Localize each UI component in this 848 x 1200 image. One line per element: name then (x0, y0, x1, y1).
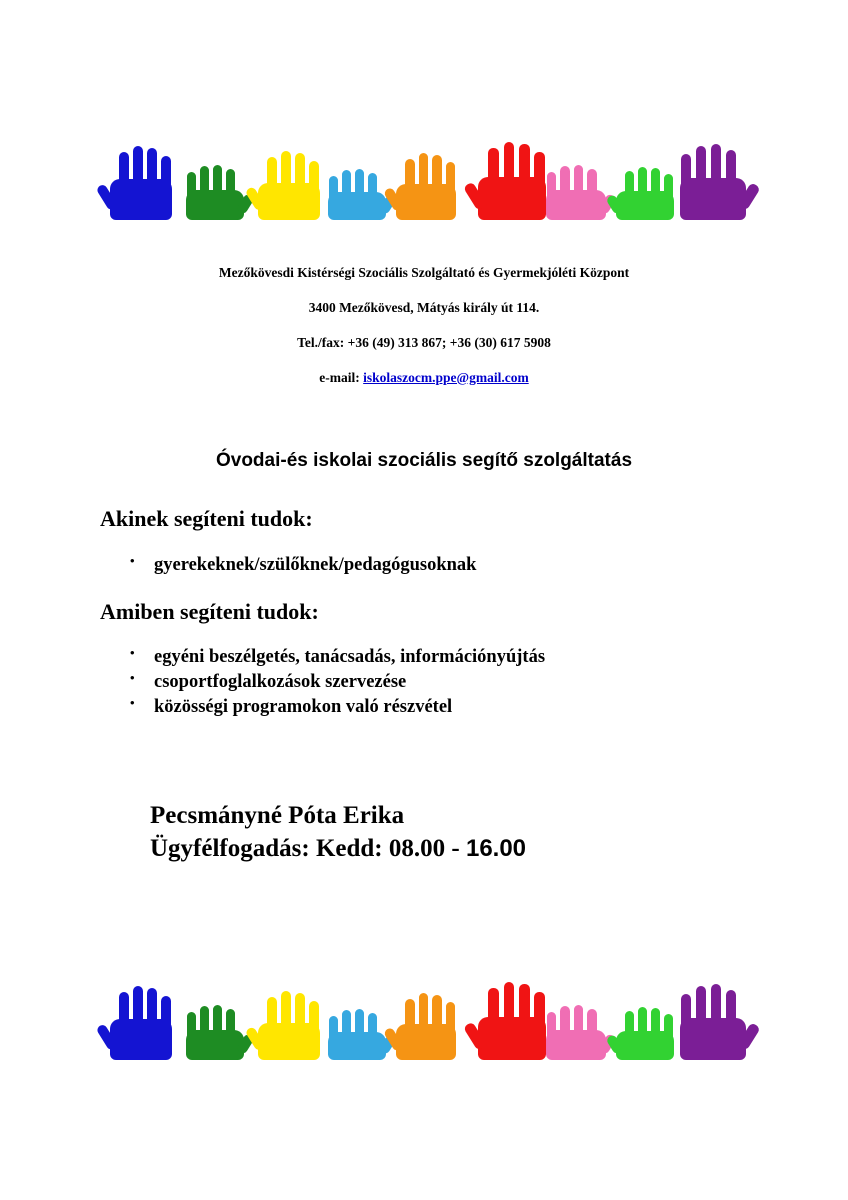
finger (213, 1005, 222, 1041)
finger (133, 986, 143, 1034)
finger (226, 1009, 235, 1040)
finger (432, 155, 442, 196)
section-list-who (100, 553, 476, 578)
hands-banner-top (100, 135, 760, 220)
pink-hand (546, 1002, 606, 1060)
organization-header (0, 266, 848, 385)
finger (355, 169, 364, 202)
finger (187, 172, 196, 200)
finger (119, 152, 129, 194)
office-hours-end-time: 16.00 (465, 834, 527, 862)
finger (119, 992, 129, 1034)
finger (625, 1011, 634, 1041)
finger (711, 984, 722, 1033)
finger (547, 1012, 557, 1040)
finger (419, 153, 429, 196)
finger (534, 152, 545, 192)
red-hand (478, 978, 546, 1060)
list-item: • gyerekeknek/szülőknek/pedagógusoknak (100, 553, 476, 578)
finger (161, 156, 171, 194)
finger (504, 142, 515, 193)
finger (309, 1001, 319, 1036)
office-hours (150, 833, 526, 866)
finger (488, 148, 499, 192)
finger (625, 171, 634, 201)
finger (587, 169, 597, 200)
finger (504, 982, 515, 1033)
list-item: • egyéni beszélgetés, tanácsadás, információnyújtás (100, 645, 545, 670)
finger (329, 1016, 338, 1042)
purple-hand (680, 980, 746, 1060)
organization-phone: Tel./fax: +36 (49) 313 867; +36 (30) 617 5908 (297, 334, 551, 350)
finger (187, 1012, 196, 1040)
finger (133, 146, 143, 194)
finger (281, 151, 291, 195)
list-item: • közösségi programokon való részvétel (100, 695, 545, 720)
finger (574, 1005, 584, 1041)
bright-green-hand (616, 1004, 674, 1060)
section-list-what (100, 645, 545, 720)
list-item: • csoportfoglalkozások szervezése (100, 670, 545, 695)
finger (226, 169, 235, 200)
finger (267, 997, 277, 1036)
finger (711, 144, 722, 193)
orange-hand (396, 150, 456, 220)
finger (488, 988, 499, 1032)
green-hand (186, 1002, 244, 1060)
email-label: e-mail: (319, 369, 364, 385)
finger (419, 993, 429, 1036)
finger (446, 162, 456, 196)
finger (295, 153, 305, 195)
finger (329, 176, 338, 202)
finger (267, 157, 277, 196)
finger (664, 1014, 673, 1041)
finger (200, 166, 209, 200)
yellow-hand (258, 148, 320, 220)
finger (342, 170, 351, 202)
finger (432, 995, 442, 1036)
yellow-hand (258, 988, 320, 1060)
finger (534, 992, 545, 1032)
finger (726, 150, 737, 193)
finger (405, 159, 415, 197)
finger (161, 996, 171, 1034)
red-hand (478, 138, 546, 220)
finger (681, 154, 692, 193)
finger (213, 165, 222, 201)
finger (368, 173, 377, 202)
finger (446, 1002, 456, 1036)
section-heading-who: Akinek segíteni tudok: (100, 506, 313, 531)
email-link[interactable]: iskolaszocm.ppe@gmail.com (363, 369, 529, 385)
contact-person-name: Pecsmányné Póta Erika (150, 802, 405, 829)
finger (281, 991, 291, 1035)
finger (295, 993, 305, 1035)
finger (681, 994, 692, 1033)
office-hours-text: Ügyfélfogadás: Kedd: 08.00 - (150, 834, 466, 862)
finger (147, 988, 157, 1034)
finger (547, 172, 557, 200)
service-title: Óvodai-és iskolai szociális segítő szolgáltatás (215, 450, 633, 471)
finger (368, 1013, 377, 1042)
finger (696, 146, 707, 193)
finger (200, 1006, 209, 1040)
light-blue-hand (328, 1006, 386, 1060)
organization-email-line (0, 371, 848, 386)
finger (587, 1009, 597, 1040)
finger (664, 174, 673, 201)
section-heading-what: Amiben segíteni tudok: (100, 599, 319, 624)
organization-name: Mezőkövesdi Kistérségi Szociális Szolgáltató és Gyermekjóléti Központ (218, 265, 630, 280)
finger (355, 1009, 364, 1042)
finger (342, 1010, 351, 1042)
finger (651, 168, 660, 201)
orange-hand (396, 990, 456, 1060)
bright-green-hand (616, 164, 674, 220)
pink-hand (546, 162, 606, 220)
finger (519, 144, 530, 192)
purple-hand (680, 140, 746, 220)
finger (405, 999, 415, 1037)
finger (519, 984, 530, 1032)
green-hand (186, 162, 244, 220)
finger (638, 167, 647, 201)
finger (726, 990, 737, 1033)
finger (560, 1006, 570, 1040)
blue-hand (110, 982, 172, 1060)
blue-hand (110, 142, 172, 220)
signature-block (150, 800, 526, 865)
hands-banner-bottom (100, 975, 760, 1060)
finger (574, 165, 584, 201)
finger (651, 1008, 660, 1041)
light-blue-hand (328, 166, 386, 220)
finger (560, 166, 570, 200)
finger (309, 161, 319, 196)
organization-address: 3400 Mezőkövesd, Mátyás király út 114. (308, 299, 540, 315)
finger (696, 986, 707, 1033)
finger (147, 148, 157, 194)
finger (638, 1007, 647, 1041)
